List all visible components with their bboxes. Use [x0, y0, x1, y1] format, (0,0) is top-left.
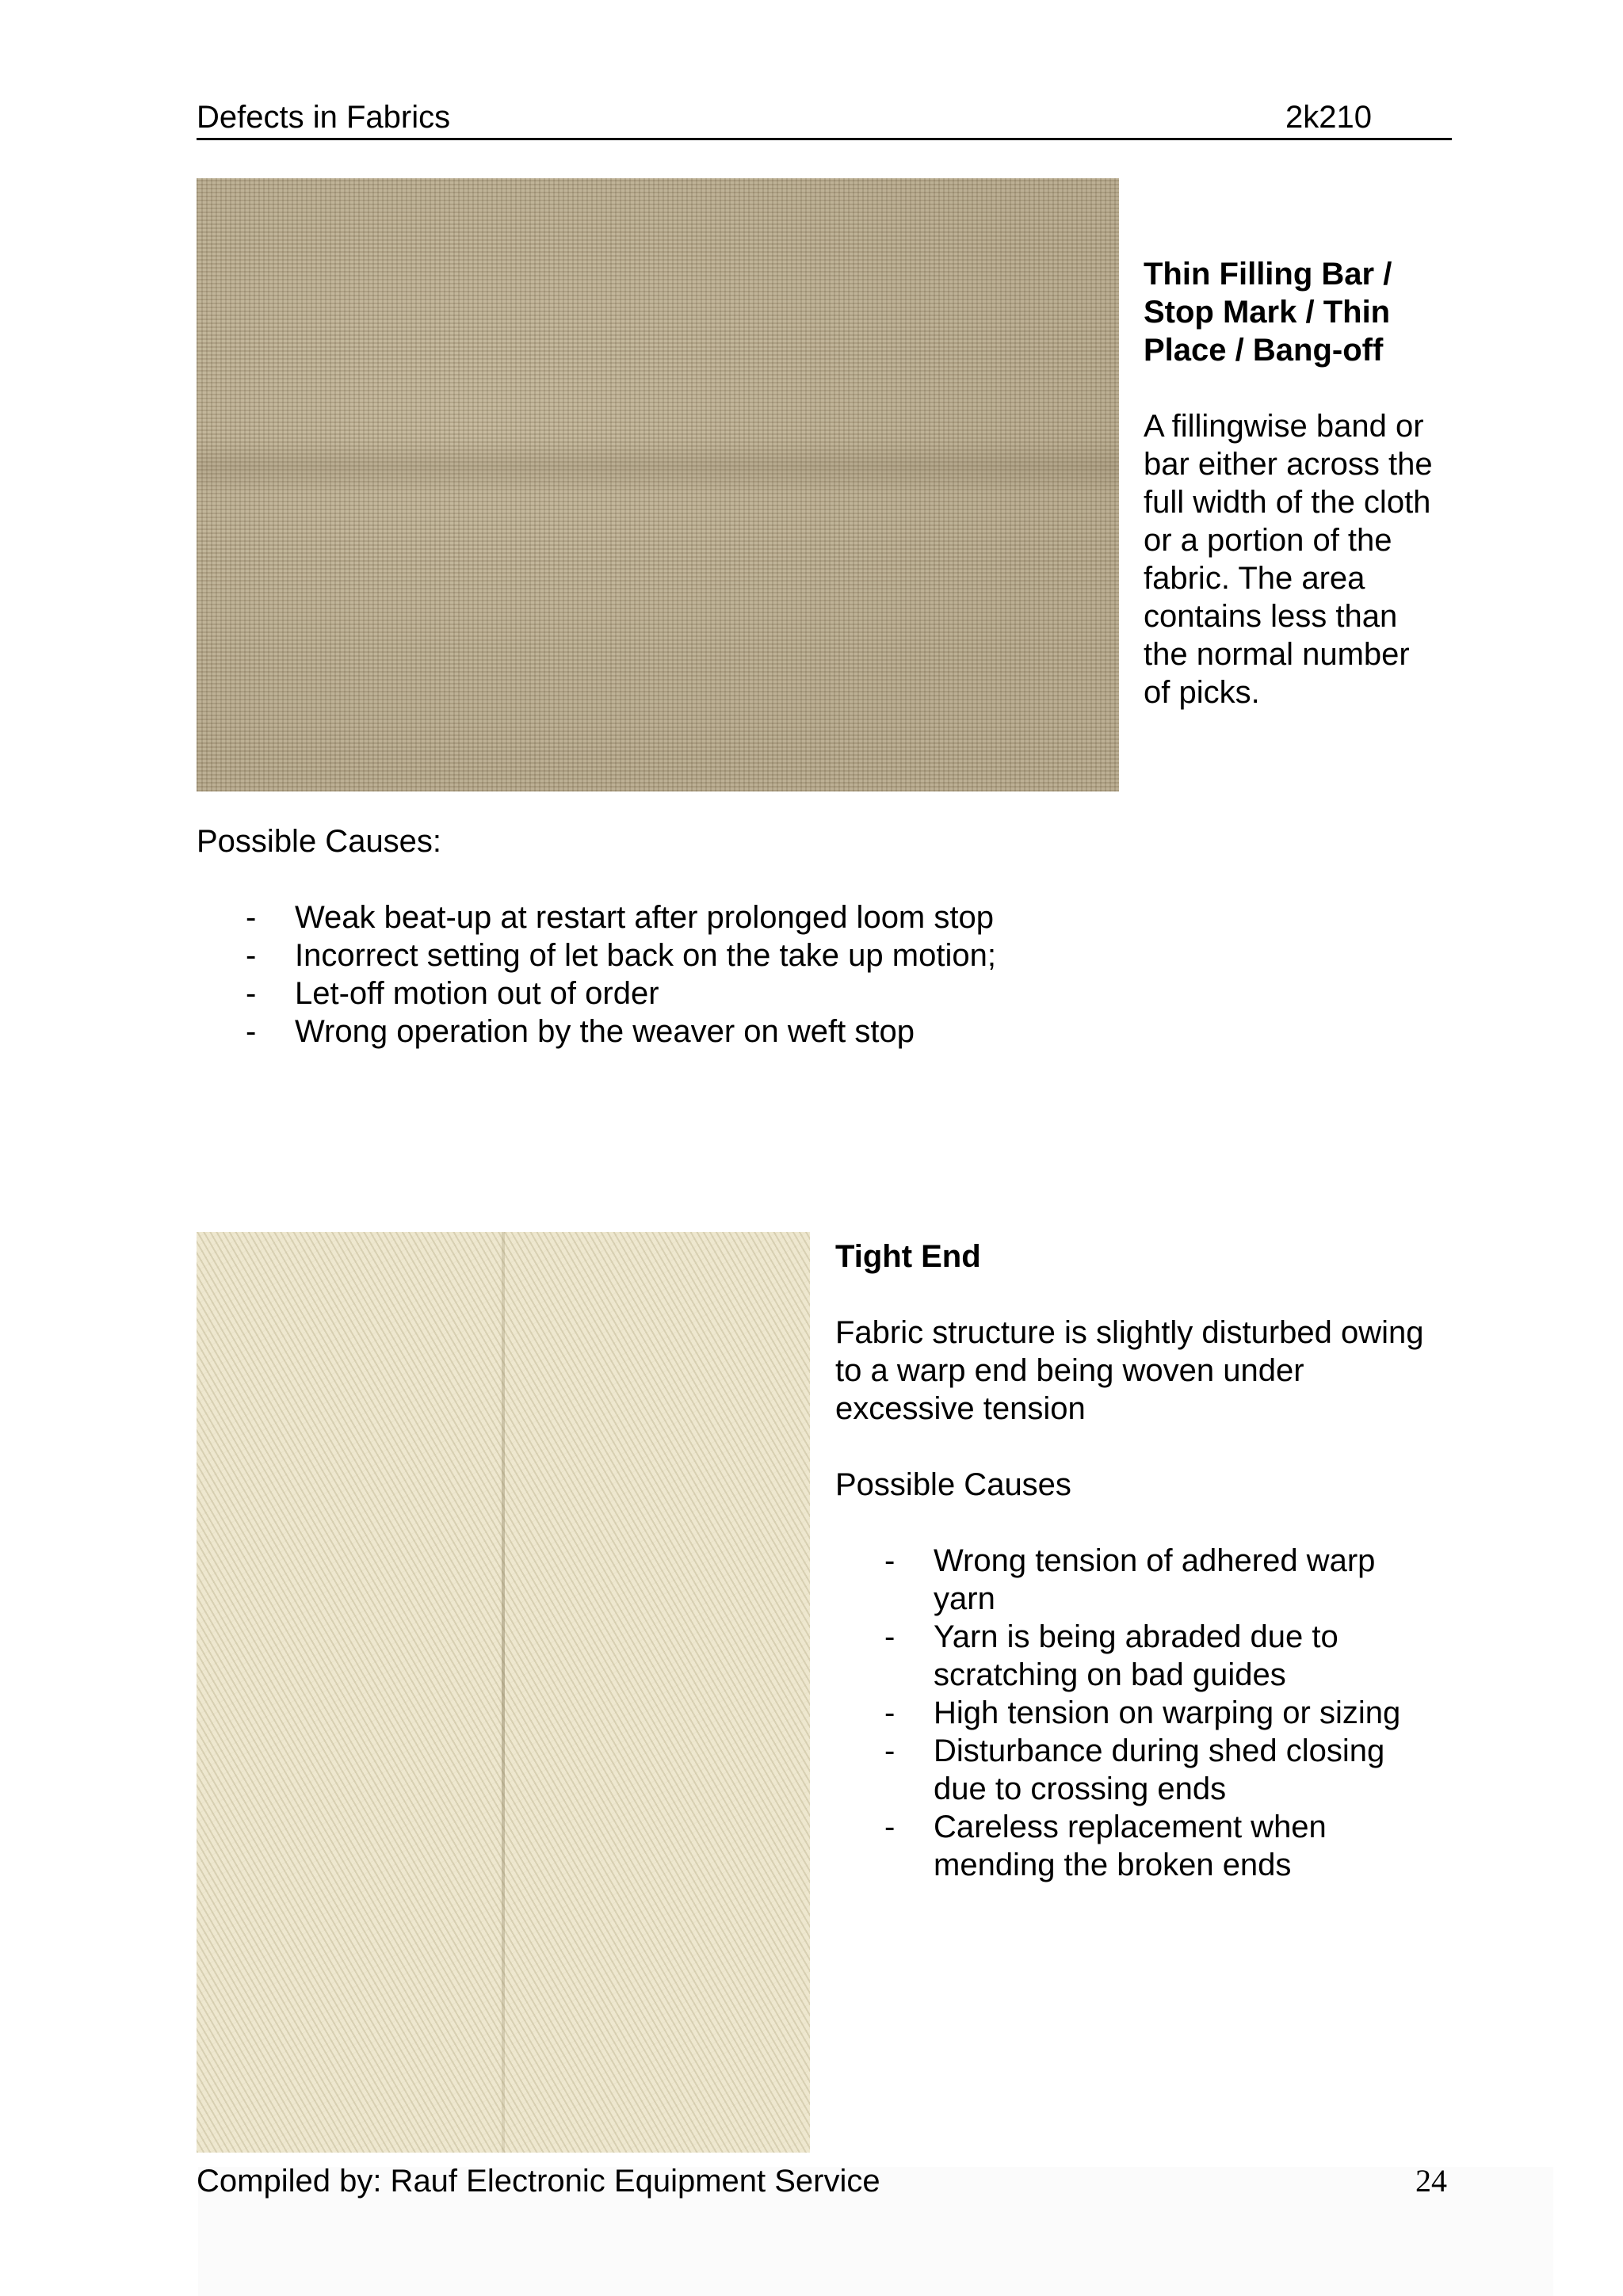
bullet-dash: - — [884, 1733, 896, 1768]
bullet-dash: - — [884, 1810, 896, 1844]
defect-1-description-line: A fillingwise band or — [1144, 409, 1424, 444]
defect-1-description-line: fabric. The area — [1144, 561, 1365, 596]
cause-list-item — [197, 1013, 996, 1051]
header-rule — [197, 138, 1452, 140]
tight-end-fabric-image — [197, 1232, 810, 2153]
defect-1-description — [1144, 407, 1433, 711]
thin-filling-band — [197, 440, 1119, 495]
cause-text: scratching on bad guides — [934, 1657, 1286, 1692]
header-code: 2k210 — [1285, 100, 1372, 135]
defect-1-description-line: of picks. — [1144, 675, 1260, 710]
bullet-dash: - — [246, 900, 257, 935]
cause-text: due to crossing ends — [934, 1772, 1227, 1806]
cause-text: High tension on warping or sizing — [934, 1695, 1401, 1730]
bullet-dash: - — [884, 1695, 896, 1730]
cause-list-item — [835, 1618, 1400, 1694]
cause-text: Yarn is being abraded due to — [934, 1619, 1338, 1654]
defect-2-causes-label: Possible Causes — [835, 1467, 1071, 1502]
defect-2-causes-list — [835, 1542, 1400, 1884]
defect-2-description-line: to a warp end being woven under — [835, 1353, 1304, 1388]
defect-2-description-line: Fabric structure is slightly disturbed owing — [835, 1315, 1424, 1350]
cause-list-item — [835, 1694, 1400, 1732]
cause-text: Weak beat-up at restart after prolonged loom stop — [295, 900, 994, 935]
cause-list-item — [835, 1542, 1400, 1618]
defect-1-heading-line: Place / Bang-off — [1144, 333, 1384, 368]
cause-text: mending the broken ends — [934, 1848, 1292, 1882]
bullet-dash: - — [884, 1543, 896, 1578]
cause-text: Incorrect setting of let back on the take up motion; — [295, 938, 996, 973]
cause-text: Let-off motion out of order — [295, 976, 659, 1011]
defect-1-description-line: or a portion of the — [1144, 523, 1392, 558]
bullet-dash: - — [246, 1014, 257, 1049]
defect-1-description-line: contains less than — [1144, 599, 1398, 634]
cause-text: Wrong tension of adhered warp — [934, 1543, 1376, 1578]
defect-1-causes-list — [197, 898, 996, 1051]
cause-list-item — [197, 898, 996, 936]
tight-end-line — [502, 1232, 505, 2153]
footer-compiled-by: Compiled by: Rauf Electronic Equipment Service — [197, 2164, 880, 2199]
cause-text: Disturbance during shed closing — [934, 1733, 1385, 1768]
defect-1-description-line: the normal number — [1144, 637, 1410, 672]
defect-1-heading-line: Thin Filling Bar / — [1144, 257, 1392, 292]
cause-list-item — [835, 1732, 1400, 1808]
defect-2-description-line: excessive tension — [835, 1391, 1086, 1426]
defect-1-description-line: full width of the cloth — [1144, 485, 1431, 520]
cause-list-item — [197, 974, 996, 1013]
bullet-dash: - — [884, 1619, 896, 1654]
cause-list-item — [197, 936, 996, 974]
thin-filling-bar-fabric-image — [197, 178, 1119, 791]
page-number: 24 — [1415, 2163, 1447, 2199]
defect-2-heading: Tight End — [835, 1239, 981, 1274]
defect-1-description-line: bar either across the — [1144, 447, 1433, 482]
cause-text: Careless replacement when — [934, 1810, 1327, 1844]
defect-1-heading — [1144, 255, 1392, 369]
defect-2-description — [835, 1314, 1424, 1428]
bullet-dash: - — [246, 976, 257, 1011]
cause-text: yarn — [934, 1581, 995, 1616]
cause-list-item — [835, 1808, 1400, 1884]
defect-1-heading-line: Stop Mark / Thin — [1144, 295, 1391, 330]
bullet-dash: - — [246, 938, 257, 973]
header-title: Defects in Fabrics — [197, 100, 451, 135]
defect-1-causes-label: Possible Causes: — [197, 824, 442, 859]
cause-text: Wrong operation by the weaver on weft stop — [295, 1014, 915, 1049]
